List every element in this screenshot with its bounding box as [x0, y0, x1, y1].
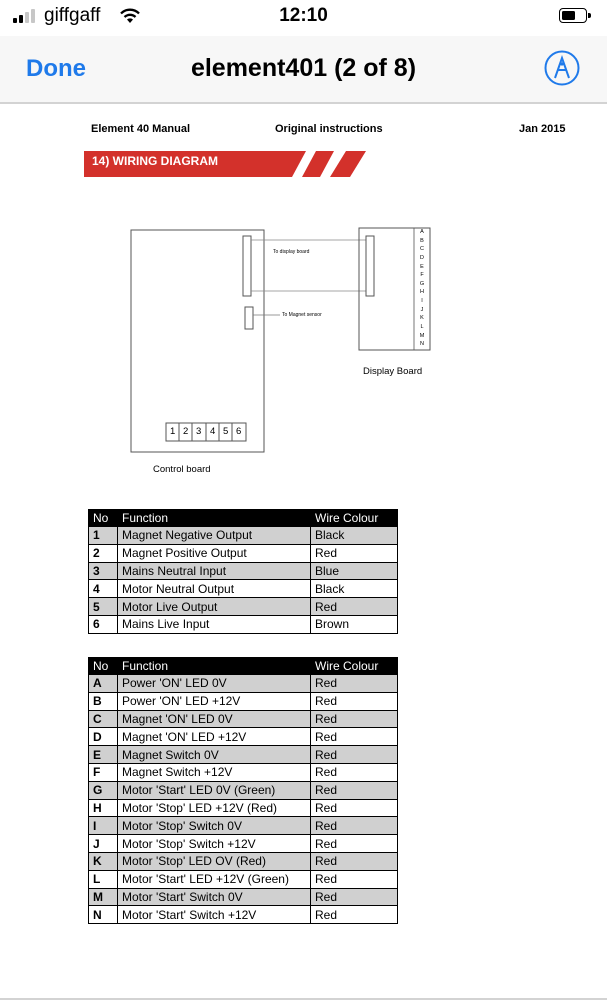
row-function: Mains Neutral Input — [118, 562, 311, 580]
pin-label: G — [419, 280, 425, 287]
done-button[interactable]: Done — [26, 55, 86, 82]
clock: 12:10 — [279, 5, 328, 26]
control-board-label: Control board — [153, 464, 211, 475]
row-number: E — [89, 746, 118, 764]
row-function: Motor 'Stop' LED +12V (Red) — [118, 799, 311, 817]
row-number: G — [89, 781, 118, 799]
instructions-label: Original instructions — [275, 123, 383, 135]
row-number: F — [89, 763, 118, 781]
row-number: M — [89, 888, 118, 906]
display-pin-labels — [416, 230, 428, 348]
row-wire-colour: Red — [311, 781, 398, 799]
table-header-row — [89, 510, 398, 527]
row-wire-colour: Red — [311, 870, 398, 888]
pin-label: L — [420, 324, 424, 331]
row-wire-colour: Red — [311, 763, 398, 781]
row-number: I — [89, 817, 118, 835]
pin-label: M — [419, 332, 425, 339]
row-number: D — [89, 728, 118, 746]
row-wire-colour: Red — [311, 906, 398, 924]
terminal-label: 1 — [170, 426, 176, 437]
row-function: Motor 'Stop' Switch +12V — [118, 835, 311, 853]
terminal-label: 3 — [196, 426, 202, 437]
row-wire-colour: Black — [311, 580, 398, 598]
row-function: Power 'ON' LED 0V — [118, 675, 311, 693]
row-function: Motor 'Start' Switch +12V — [118, 906, 311, 924]
pin-label: D — [420, 254, 424, 261]
table-row — [89, 781, 398, 799]
row-wire-colour: Red — [311, 888, 398, 906]
row-wire-colour: Black — [311, 527, 398, 545]
row-function: Motor 'Start' LED +12V (Green) — [118, 870, 311, 888]
wiring-diagram — [0, 106, 607, 486]
table-row — [89, 598, 398, 616]
table-row — [89, 615, 398, 633]
table-row — [89, 906, 398, 924]
row-wire-colour: Red — [311, 835, 398, 853]
column-header: Function — [118, 510, 311, 527]
table-row — [89, 580, 398, 598]
table-row — [89, 692, 398, 710]
pin-label: K — [420, 315, 424, 322]
table-row — [89, 710, 398, 728]
row-function: Motor 'Start' Switch 0V — [118, 888, 311, 906]
terminal-label: 5 — [223, 426, 229, 437]
table-row — [89, 675, 398, 693]
row-number: 5 — [89, 598, 118, 616]
table-row — [89, 728, 398, 746]
row-function: Power 'ON' LED +12V — [118, 692, 311, 710]
table-row — [89, 763, 398, 781]
markup-pen-icon[interactable] — [544, 50, 580, 86]
document-date: Jan 2015 — [519, 123, 566, 135]
row-function: Motor 'Start' LED 0V (Green) — [118, 781, 311, 799]
row-number: C — [89, 710, 118, 728]
row-wire-colour: Red — [311, 710, 398, 728]
battery-icon — [559, 8, 587, 23]
document-page[interactable] — [0, 106, 607, 1000]
row-wire-colour: Red — [311, 728, 398, 746]
table-row — [89, 888, 398, 906]
row-wire-colour: Blue — [311, 562, 398, 580]
table-row — [89, 817, 398, 835]
document-title: element401 (2 of 8) — [190, 54, 417, 82]
table-header-row — [89, 658, 398, 675]
row-number: 3 — [89, 562, 118, 580]
row-wire-colour: Red — [311, 692, 398, 710]
row-number: N — [89, 906, 118, 924]
row-function: Magnet Negative Output — [118, 527, 311, 545]
pin-label: E — [420, 263, 424, 270]
row-function: Magnet Positive Output — [118, 544, 311, 562]
table-row — [89, 835, 398, 853]
row-function: Magnet 'ON' LED 0V — [118, 710, 311, 728]
section-title: 14) WIRING DIAGRAM — [92, 154, 218, 168]
pin-label: H — [420, 289, 424, 296]
display-wiring-table — [88, 657, 398, 924]
status-bar — [0, 0, 607, 36]
row-function: Motor 'Stop' LED OV (Red) — [118, 852, 311, 870]
column-header: Wire Colour — [311, 658, 398, 675]
row-wire-colour: Red — [311, 675, 398, 693]
row-function: Magnet Switch +12V — [118, 763, 311, 781]
carrier-name: giffgaff — [44, 5, 101, 26]
column-header: Wire Colour — [311, 510, 398, 527]
table-row — [89, 527, 398, 545]
column-header: No — [89, 510, 118, 527]
pin-label: N — [420, 341, 424, 348]
row-number: 4 — [89, 580, 118, 598]
display-board-link-label: To display board — [273, 249, 310, 255]
table-row — [89, 852, 398, 870]
display-board-label: Display Board — [363, 366, 423, 377]
row-wire-colour: Brown — [311, 615, 398, 633]
row-number: 2 — [89, 544, 118, 562]
row-number: 1 — [89, 527, 118, 545]
row-wire-colour: Red — [311, 598, 398, 616]
row-function: Magnet 'ON' LED +12V — [118, 728, 311, 746]
row-function: Motor Neutral Output — [118, 580, 311, 598]
row-wire-colour: Red — [311, 746, 398, 764]
row-number: B — [89, 692, 118, 710]
pin-label: F — [420, 272, 424, 279]
pin-label: B — [420, 237, 424, 244]
row-function: Magnet Switch 0V — [118, 746, 311, 764]
column-header: No — [89, 658, 118, 675]
table-row — [89, 870, 398, 888]
pin-label: A — [420, 229, 424, 235]
pin-label: C — [420, 246, 424, 253]
table-row — [89, 562, 398, 580]
row-function: Mains Live Input — [118, 615, 311, 633]
table-row — [89, 799, 398, 817]
row-number: L — [89, 870, 118, 888]
row-number: 6 — [89, 615, 118, 633]
table-row — [89, 746, 398, 764]
terminal-wiring-table — [88, 509, 398, 634]
pin-label: J — [420, 306, 424, 313]
row-number: J — [89, 835, 118, 853]
row-wire-colour: Red — [311, 544, 398, 562]
row-number: A — [89, 675, 118, 693]
row-function: Motor Live Output — [118, 598, 311, 616]
row-wire-colour: Red — [311, 817, 398, 835]
pin-label: I — [421, 298, 423, 305]
navigation-bar — [0, 36, 607, 104]
row-function: Motor 'Stop' Switch 0V — [118, 817, 311, 835]
magnet-sensor-label: To Magnet sensor — [282, 312, 322, 318]
row-wire-colour: Red — [311, 852, 398, 870]
table-row — [89, 544, 398, 562]
terminal-label: 2 — [183, 426, 189, 437]
terminal-label: 6 — [236, 426, 242, 437]
row-wire-colour: Red — [311, 799, 398, 817]
row-number: H — [89, 799, 118, 817]
terminal-label: 4 — [210, 426, 216, 437]
column-header: Function — [118, 658, 311, 675]
row-number: K — [89, 852, 118, 870]
manual-name: Element 40 Manual — [91, 123, 191, 135]
